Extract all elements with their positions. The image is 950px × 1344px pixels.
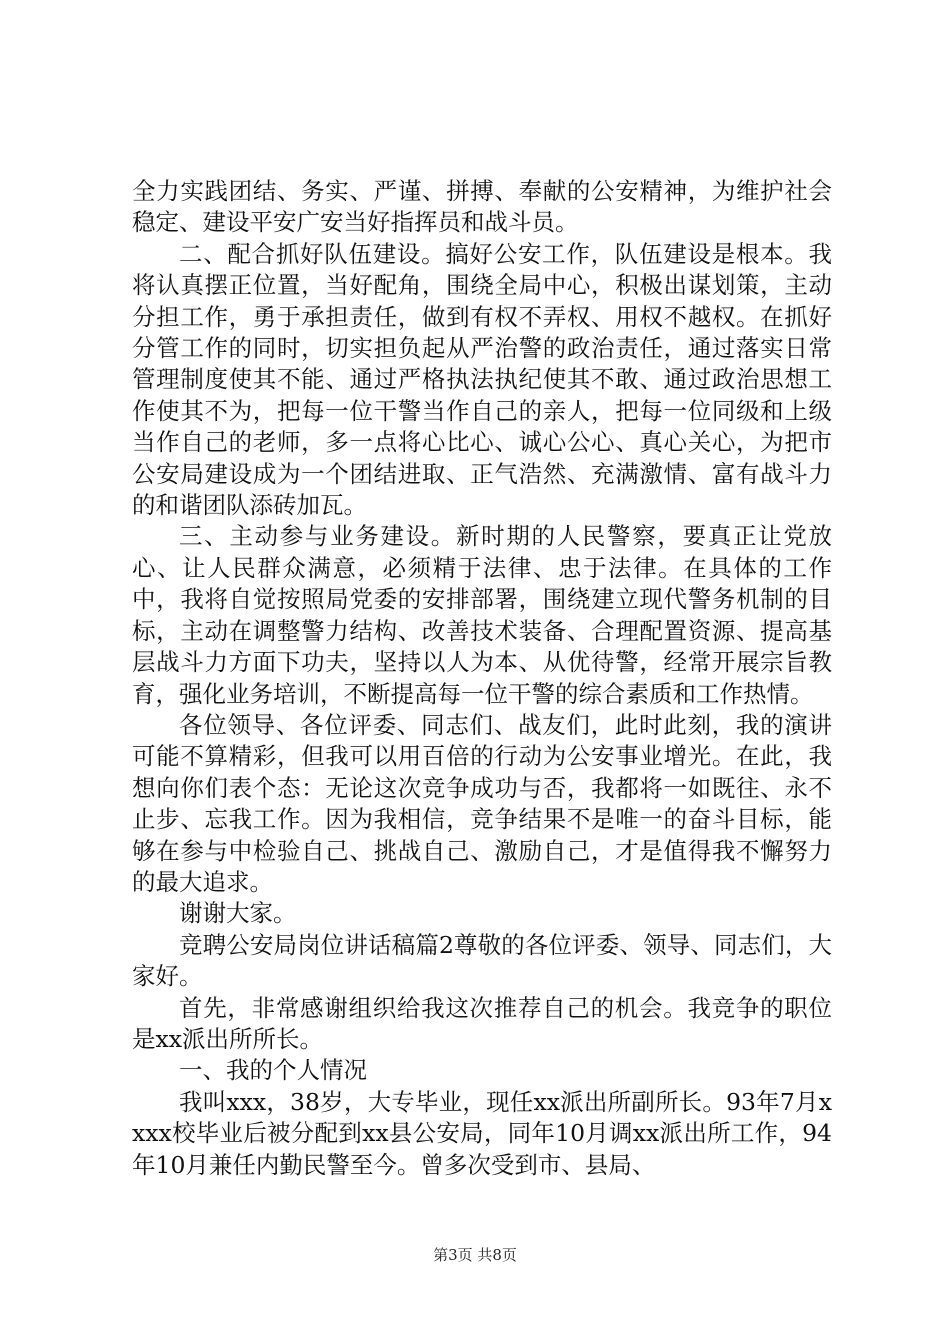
paragraph-8: 一、我的个人情况 <box>179 1056 367 1085</box>
paragraph-7: 首先，非常感谢组织给我这次推荐自己的机会。我竞争的职位是xx派出所所长。 <box>132 993 832 1053</box>
paragraph-4: 各位领导、各位评委、同志们、战友们，此时此刻，我的演讲可能不算精彩，但我可以用百倍的行动为公安事业增光。在此，我想向你们表个态：无论这次竞争成功与否，我都将一如既往、永不止步、忘我工作。因为我相信，竞争结果不是唯一的奋斗目标，能够在参与中检验自己、挑战自己、激励自己，才是值得我不懈努力的最大追求。 <box>132 710 832 896</box>
paragraph-5: 谢谢大家。 <box>179 899 297 928</box>
paragraph-3: 三、主动参与业务建设。新时期的人民警察，要真正让党放心、让人民群众满意，必须精于法律、忠于法律。在具体的工作中，我将自觉按照局党委的安排部署，围绕建立现代警务机制的目标，主动在调整警力结构、改善技术装备、合理配置资源、提高基层战斗力方面下功夫，坚持以人为本、从优待警，经常开展宗旨教育，强化业务培训，不断提高每一位干警的综合素质和工作热情。 <box>132 522 832 708</box>
page-footer: 第3页 共8页 <box>433 1246 517 1264</box>
paragraph-9: 我叫xxx，38岁，大专毕业，现任xx派出所副所长。93年7月xxxx校毕业后被分配到xx县公安局，同年10月调xx派出所工作，94年10月兼任内勤民警至今。曾多次受到市、县局、 <box>132 1087 832 1179</box>
paragraph-6: 竞聘公安局岗位讲话稿篇2尊敬的各位评委、领导、同志们，大家好。 <box>132 930 832 991</box>
paragraph-2: 二、配合抓好队伍建设。搞好公安工作，队伍建设是根本。我将认真摆正位置，当好配角，围绕全局中心，积极出谋划策，主动分担工作，勇于承担责任，做到有权不弄权、用权不越权。在抓好分管工作的同时，切实担负起从严治警的政治责任，通过落实日常管理制度使其不能、通过严格执法执纪使其不敢、通过政治思想工作使其不为，把每一位干警当作自己的亲人，把每一位同级和上级当作自己的老师，多一点将心比心、诚心公心、真心关心，为把市公安局建设成为一个团结进取、正气浩然、充满激情、富有战斗力的和谐团队添砖加瓦。 <box>132 239 832 520</box>
document-body <box>132 176 832 1181</box>
paragraph-1: 全力实践团结、务实、严谨、拼搏、奉献的公安精神，为维护社会稳定、建设平安广安当好指挥员和战斗员。 <box>132 177 832 237</box>
